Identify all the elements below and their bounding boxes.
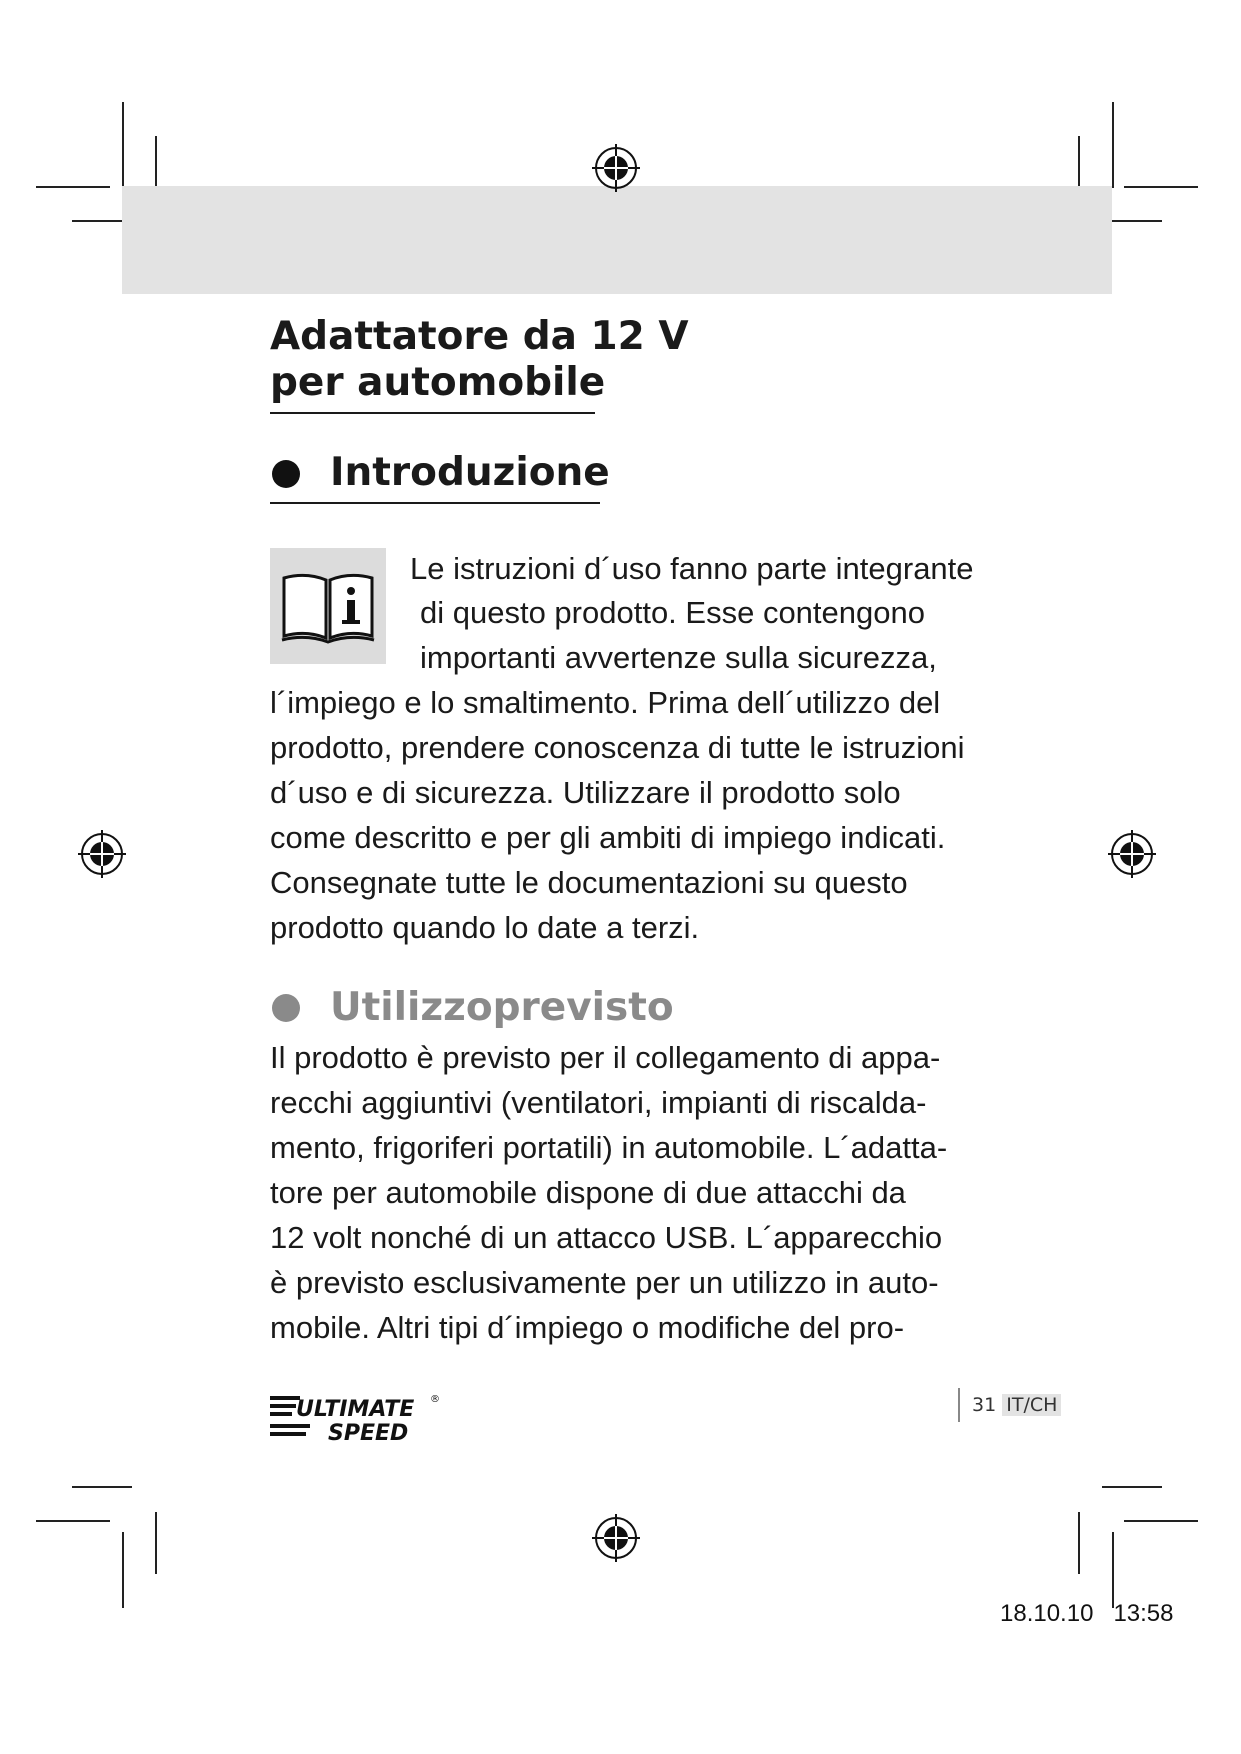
- page-number-value: 31: [972, 1394, 997, 1416]
- text-line: prodotto quando lo date a terzi.: [270, 910, 700, 945]
- text-line: tore per automobile dispone di due attacchi da: [270, 1175, 906, 1210]
- brand-logo: [270, 1388, 440, 1444]
- crop-mark: [1102, 1486, 1162, 1488]
- text-line: d´uso e di sicurezza. Utilizzare il prodotto solo: [270, 775, 901, 810]
- text-line: è previsto esclusivamente per un utilizzo in auto-: [270, 1265, 939, 1300]
- text-line: importanti avvertenze sulla sicurezza,: [420, 640, 937, 675]
- crop-mark: [155, 1512, 157, 1574]
- registration-mark-icon: [1108, 830, 1156, 878]
- section-heading-utilizzo-previsto: Utilizzoprevisto: [330, 985, 674, 1030]
- crop-mark: [122, 1532, 124, 1608]
- info-box: [270, 548, 386, 664]
- crop-mark: [36, 1520, 110, 1522]
- header-band: [122, 186, 1112, 294]
- page-locale: IT/CH: [1002, 1394, 1061, 1416]
- print-timestamp: [1000, 1600, 1174, 1628]
- section-bullet-icon: [272, 994, 300, 1022]
- text-line: l´impiego e lo smaltimento. Prima dell´utilizzo del: [270, 685, 941, 720]
- crop-mark: [36, 186, 110, 188]
- title-line-2: per automobile: [270, 360, 606, 405]
- text-line: Consegnate tutte le documentazioni su questo: [270, 865, 908, 900]
- text-line: di questo prodotto. Esse contengono: [420, 595, 925, 630]
- text-line: 12 volt nonché di un attacco USB. L´apparecchio: [270, 1220, 943, 1255]
- brand-logo-line-1: ULTIMATE: [296, 1397, 415, 1422]
- section-underline: [270, 502, 600, 504]
- text-line: come descritto e per gli ambiti di impiego indicati.: [270, 820, 946, 855]
- crop-mark: [1078, 1512, 1080, 1574]
- crop-mark: [1112, 1532, 1114, 1608]
- registration-mark-icon: [592, 144, 640, 192]
- crop-mark: [122, 102, 124, 188]
- brand-logo-line-2: SPEED: [328, 1421, 409, 1444]
- page-number: [958, 1388, 1061, 1422]
- crop-mark: [72, 1486, 132, 1488]
- text-line: Le istruzioni d´uso fanno parte integrante: [410, 551, 974, 586]
- brand-logo-registered-mark: ®: [430, 1394, 440, 1405]
- page-title: [270, 314, 689, 406]
- text-line: Il prodotto è previsto per il collegamento di appa-: [270, 1040, 941, 1075]
- section-bullet-icon: [272, 460, 300, 488]
- text-line: mento, frigoriferi portatili) in automobile. L´adatta-: [270, 1130, 948, 1165]
- crop-mark: [1124, 1520, 1198, 1522]
- crop-mark: [1124, 186, 1198, 188]
- text-line: mobile. Altri tipi d´impiego o modifiche del pro-: [270, 1310, 905, 1345]
- section-heading-introduzione: Introduzione: [330, 450, 610, 495]
- print-date: 18.10.10: [1000, 1600, 1094, 1627]
- text-line: prodotto, prendere conoscenza di tutte le istruzioni: [270, 730, 965, 765]
- registration-mark-icon: [78, 830, 126, 878]
- crop-mark: [1112, 102, 1114, 188]
- text-line: recchi aggiuntivi (ventilatori, impianti di riscalda-: [270, 1085, 927, 1120]
- info-book-icon: [270, 548, 386, 664]
- title-underline: [270, 412, 595, 414]
- title-line-1: Adattatore da 12 V: [270, 314, 689, 359]
- registration-mark-icon: [592, 1514, 640, 1562]
- print-time: 13:58: [1113, 1600, 1174, 1627]
